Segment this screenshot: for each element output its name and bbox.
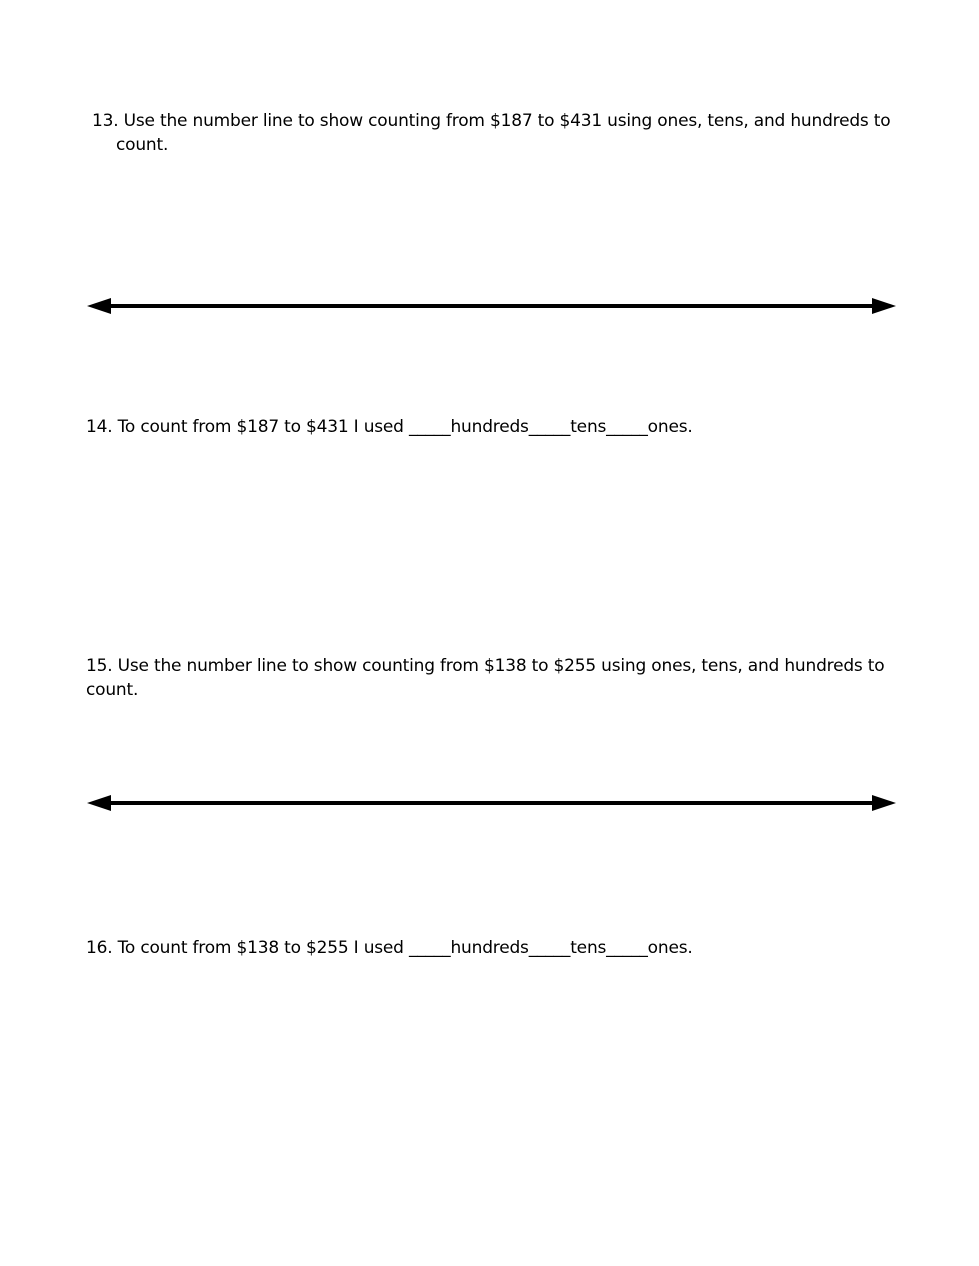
question-16-text: 16. To count from $138 to $255 I used _____hundreds_____tens_____ones. bbox=[86, 938, 693, 958]
number-line-15[interactable] bbox=[85, 792, 898, 814]
question-15-text: 15. Use the number line to show counting from $138 to $255 using ones, tens, and hundreds to count. bbox=[86, 656, 885, 700]
number-line-13[interactable] bbox=[85, 295, 898, 317]
right-arrowhead-icon bbox=[872, 795, 896, 811]
right-arrowhead-icon bbox=[872, 298, 896, 314]
question-13-text: 13. Use the number line to show counting from $187 to $431 using ones, tens, and hundreds to count. bbox=[92, 111, 891, 155]
left-arrowhead-icon bbox=[87, 298, 111, 314]
left-arrowhead-icon bbox=[87, 795, 111, 811]
question-14-text: 14. To count from $187 to $431 I used _____hundreds_____tens_____ones. bbox=[86, 417, 693, 437]
